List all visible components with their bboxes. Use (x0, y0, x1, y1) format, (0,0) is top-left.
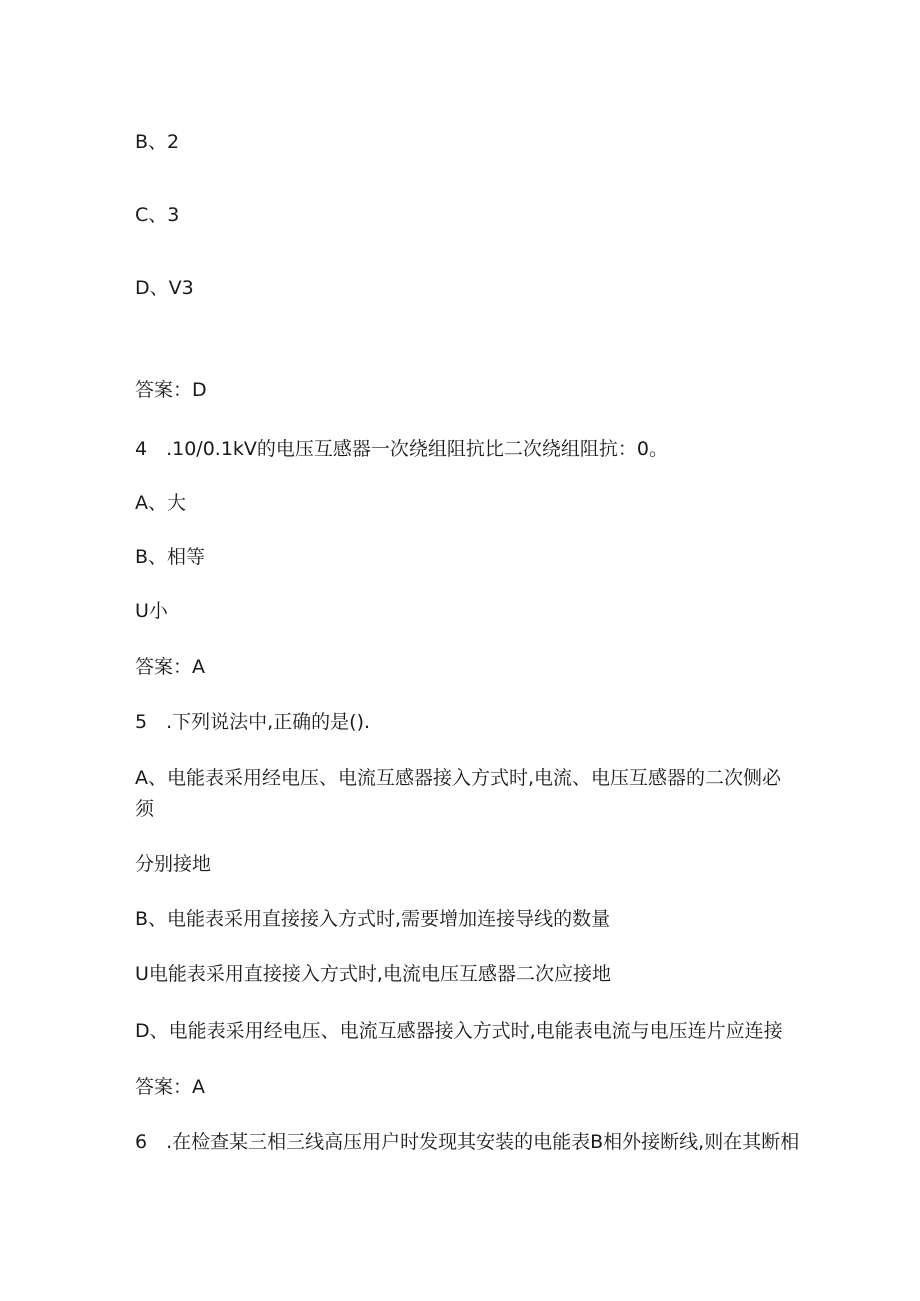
answer-q3: 答案：D (135, 379, 207, 401)
answer-q5: 答案：A (135, 1076, 205, 1098)
option-b-q3: B、2 (135, 131, 180, 153)
option-c-q5: U电能表采用直接接入方式时,电流电压互感器二次应接地 (135, 963, 611, 985)
option-b-q4: B、相等 (135, 546, 206, 568)
option-d-q3: D、V3 (135, 277, 194, 299)
question-5: 5 .下列说法中,正确的是(). (135, 711, 371, 733)
option-a-q5-line1: A、电能表采用经电压、电流互感器接入方式时,电流、电压互感器的二次侧必 (135, 767, 782, 789)
option-c-q4: U小 (135, 600, 168, 622)
option-a-q5-line3: 分别接地 (135, 853, 212, 875)
option-a-q4: A、大 (135, 492, 186, 514)
option-b-q5: B、电能表采用直接接入方式时,需要增加连接导线的数量 (135, 908, 611, 930)
option-d-q5: D、电能表采用经电压、电流互感器接入方式时,电能表电流与电压连片应连接 (135, 1020, 783, 1042)
option-c-q3: C、3 (135, 204, 180, 226)
answer-q4: 答案：A (135, 656, 205, 678)
option-a-q5-line2: 须 (135, 798, 155, 820)
question-4: 4 .10∕0.1kV的电压互感器一次绕组阻抗比二次绕组阻抗：0。 (135, 438, 669, 460)
question-6: 6 .在检查某三相三线高压用户时发现其安装的电能表B相外接断线,则在其断相 (135, 1131, 800, 1153)
